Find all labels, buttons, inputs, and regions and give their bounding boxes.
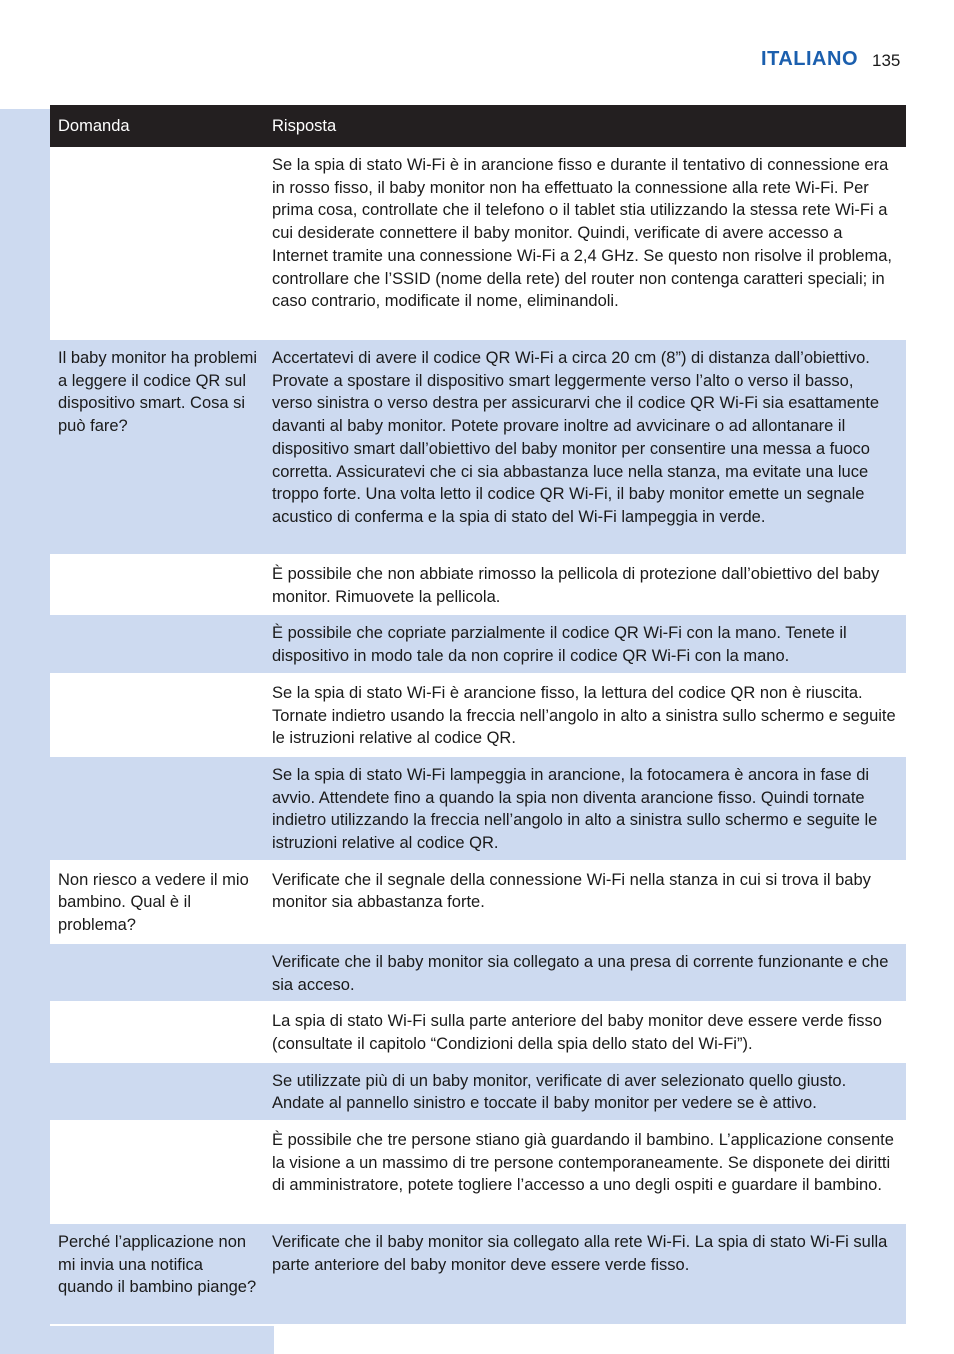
question-cell [50,147,264,339]
answer-cell: È possibile che non abbiate rimosso la pellicola di protezione dall’obiettivo del baby monitor. Rimuovete la pellicola. [264,555,906,614]
answer-cell: È possibile che tre persone stiano già guardando il bambino. L’applicazione consente la visione a un massimo di tre persone contemporaneamente. Se disponete dei diritti di amministratore, potete togliere l’accesso a uno degli ospiti e guardare il bambino. [264,1121,906,1223]
table-row [50,674,906,756]
question-cell [50,614,264,673]
answer-cell: Verificate che il baby monitor sia collegato a una presa di corrente funzionante e che sia acceso. [264,943,906,1002]
question-cell: Non riesco a vedere il mio bambino. Qual è il problema? [50,861,264,943]
answer-cell: Se la spia di stato Wi-Fi lampeggia in arancione, la fotocamera è ancora in fase di avvio. Attendete fino a quando la spia non diventa arancione fisso. Quindi tornate indietro utilizzando la freccia nell’angolo in alto a sinistra sullo schermo e seguite le istruzioni relative al codice QR. [264,756,906,861]
answer-cell: Verificate che il baby monitor sia collegato alla rete Wi-Fi. La spia di stato Wi-Fi sulla parte anteriore del baby monitor deve essere verde fisso. [264,1223,906,1325]
question-cell [50,1002,264,1061]
table-row [50,1121,906,1223]
language-heading: ITALIANO [761,48,858,70]
answer-cell: Se la spia di stato Wi-Fi è arancione fisso, la lettura del codice QR non è riuscita. Tornate indietro usando la freccia nell’angolo in alto a sinistra sullo schermo e seguite le istruzioni relative al codice QR. [264,674,906,756]
answer-cell: Verificate che il segnale della connessione Wi-Fi nella stanza in cui si trova il baby monitor sia abbastanza forte. [264,861,906,943]
answer-cell: La spia di stato Wi-Fi sulla parte anteriore del baby monitor deve essere verde fisso (consultate il capitolo “Condizioni della spia dello stato del Wi-Fi”). [264,1002,906,1061]
page-number: 135 [872,51,901,70]
question-cell [50,943,264,1002]
table-row [50,555,906,614]
question-cell [50,1062,264,1121]
table-row [50,756,906,861]
table-header-row [50,105,906,147]
column-header-answer: Risposta [264,105,906,147]
table-row [50,1223,906,1325]
table-row [50,614,906,673]
table-row [50,147,906,339]
question-cell: Perché l’applicazione non mi invia una notifica quando il bambino piange? [50,1223,264,1325]
faq-table [50,105,906,1326]
answer-cell: Se la spia di stato Wi-Fi è in arancione fisso e durante il tentativo di connessione era in rosso fisso, il baby monitor non ha effettuato la connessione alla rete Wi-Fi. Per prima cosa, controllate che il telefono o il tablet stia utilizzando la stessa rete Wi-Fi a cui desiderate connettere il baby monitor. Quindi, verificate di avere accesso a Internet tramite una connessione Wi-Fi a 2,4 GHz. Se questo non risolve il problema, controllare che l’SSID (nome della rete) del router non contenga caratteri speciali; in caso contrario, modificate il nome, eliminandoli. [264,147,906,339]
question-cell: Il baby monitor ha problemi a leggere il codice QR sul dispositivo smart. Cosa si può fare? [50,339,264,555]
question-cell [50,756,264,861]
side-color-band [0,109,50,1354]
answer-cell: Se utilizzate più di un baby monitor, verificate di aver selezionato quello giusto. Andate al pannello sinistro e toccate il baby monitor per vedere se è attivo. [264,1062,906,1121]
question-cell [50,674,264,756]
table-row [50,1002,906,1061]
table-row [50,1062,906,1121]
column-header-question: Domanda [50,105,264,147]
answer-cell: È possibile che copriate parzialmente il codice QR Wi-Fi con la mano. Tenete il dispositivo in modo tale da non coprire il codice QR Wi-Fi con la mano. [264,614,906,673]
answer-cell: Accertatevi di avere il codice QR Wi-Fi a circa 20 cm (8”) di distanza dall’obiettivo. Provate a spostare il dispositivo smart leggermente verso l’alto o verso il basso, verso sinistra o verso destra per assicurarvi che il codice QR Wi-Fi sia esattamente davanti al baby monitor. Potete provare inoltre ad avvicinare o ad allontanare il dispositivo smart dall’obiettivo del baby monitor per consentire una messa a fuoco corretta. Assicuratevi che ci sia abbastanza luce nella stanza, ma evitate una luce troppo forte. Una volta letto il codice QR Wi-Fi, il baby monitor emette un segnale acustico di conferma e la spia di stato del Wi-Fi lampeggia in verde. [264,339,906,555]
question-cell [50,1121,264,1223]
table-row [50,339,906,555]
table-row [50,943,906,1002]
question-cell [50,555,264,614]
table-row [50,861,906,943]
